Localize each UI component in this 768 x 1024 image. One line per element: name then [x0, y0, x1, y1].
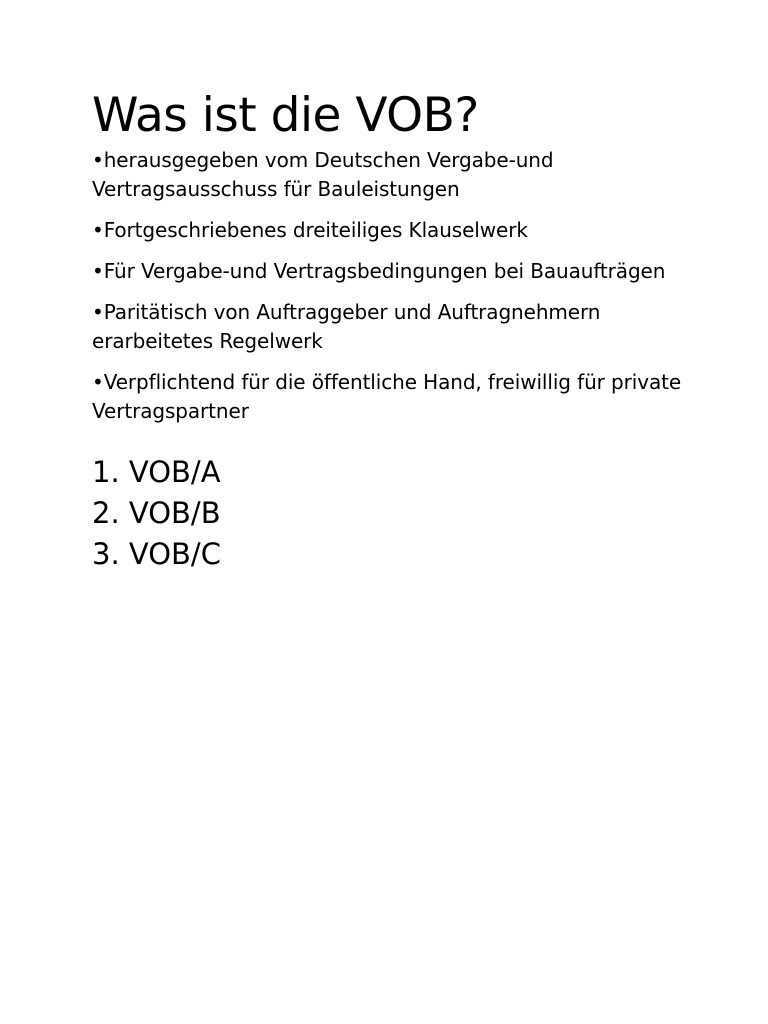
bullet-text: Verpflichtend für die öffentliche Hand, freiwillig für private Vertragspartner [92, 369, 682, 423]
bullet-mark: • [92, 369, 104, 394]
vob-part-b: 2. VOB/B [92, 495, 221, 530]
document-page [92, 90, 712, 575]
page-title: Was ist die VOB? [92, 88, 479, 143]
vob-part-a: 1. VOB/A [92, 454, 221, 489]
list-item [92, 257, 712, 286]
bullet-text: herausgegeben vom Deutschen Vergabe-und Vertragsausschuss für Bauleistungen [92, 147, 554, 201]
list-item [92, 146, 712, 204]
bullet-mark: • [92, 147, 104, 172]
bullet-text: Fortgeschriebenes dreiteiliges Klauselwerk [103, 217, 528, 242]
bullet-mark: • [92, 299, 104, 324]
bullet-text: Paritätisch von Auftraggeber und Auftragnehmern erarbeitetes Regelwerk [92, 299, 601, 353]
bullet-mark: • [92, 217, 104, 242]
list-item [92, 298, 712, 356]
list-item [92, 368, 712, 426]
list-item [92, 216, 712, 245]
bullet-mark: • [92, 258, 104, 283]
bullet-text: Für Vergabe-und Vertragsbedingungen bei Bauaufträgen [103, 258, 666, 283]
vob-parts-list [92, 452, 712, 575]
vob-part-c: 3. VOB/C [92, 536, 221, 571]
bullet-list [92, 146, 712, 426]
